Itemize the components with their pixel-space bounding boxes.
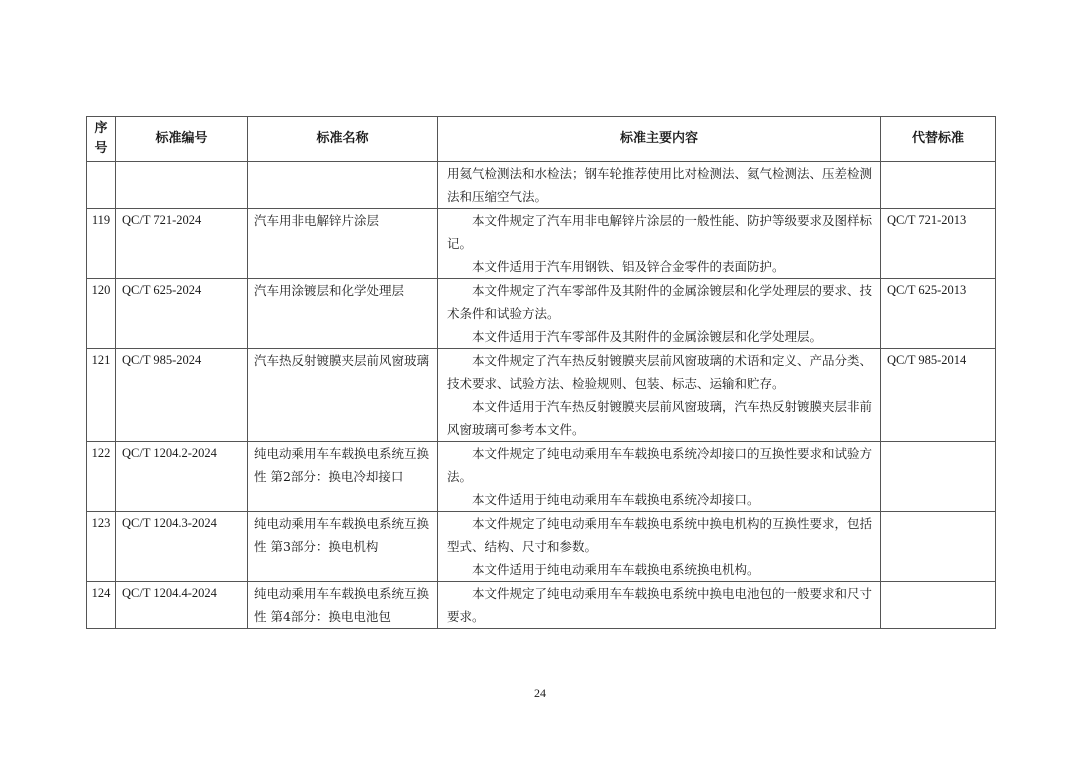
content-paragraph: 本文件适用于汽车热反射镀膜夹层前风窗玻璃，汽车热反射镀膜夹层非前风窗玻璃可参考本文件。	[447, 399, 873, 437]
cell-replace: QC/T 721-2013	[881, 209, 996, 279]
cell-content	[438, 442, 881, 512]
cell-name: 纯电动乘用车车载换电系统互换性 第4部分：换电电池包	[248, 582, 438, 629]
cell-replace: QC/T 985-2014	[881, 349, 996, 442]
header-no: 序号	[87, 117, 116, 162]
cell-name	[248, 162, 438, 209]
table-row	[87, 279, 996, 349]
content-paragraph: 本文件适用于纯电动乘用车车载换电系统换电机构。	[472, 562, 760, 577]
content-paragraph: 本文件规定了汽车用非电解锌片涂层的一般性能、防护等级要求及图样标记。	[447, 213, 873, 251]
cell-no: 122	[87, 442, 116, 512]
cell-no: 121	[87, 349, 116, 442]
cell-content	[438, 162, 881, 209]
cell-name: 汽车用非电解锌片涂层	[248, 209, 438, 279]
cell-name: 纯电动乘用车车载换电系统互换性 第3部分：换电机构	[248, 512, 438, 582]
cell-name: 汽车热反射镀膜夹层前风窗玻璃	[248, 349, 438, 442]
cell-content	[438, 582, 881, 629]
content-paragraph: 用氦气检测法和水检法；钢车轮推荐使用比对检测法、氦气检测法、压差检测法和压缩空气法。	[447, 166, 873, 204]
content-paragraph: 本文件规定了汽车零部件及其附件的金属涂镀层和化学处理层的要求、技术条件和试验方法。	[447, 283, 873, 321]
cell-code	[116, 162, 248, 209]
cell-content	[438, 512, 881, 582]
content-paragraph: 本文件规定了纯电动乘用车车载换电系统中换电机构的互换性要求，包括型式、结构、尺寸和参数。	[447, 516, 873, 554]
header-name: 标准名称	[248, 117, 438, 162]
header-replace: 代替标准	[881, 117, 996, 162]
cell-code: QC/T 625-2024	[116, 279, 248, 349]
content-paragraph: 本文件规定了纯电动乘用车车载换电系统冷却接口的互换性要求和试验方法。	[447, 446, 873, 484]
cell-code: QC/T 1204.3-2024	[116, 512, 248, 582]
page-number: 24	[534, 686, 546, 700]
table-row	[87, 442, 996, 512]
table-row	[87, 349, 996, 442]
cell-no	[87, 162, 116, 209]
cell-code: QC/T 985-2024	[116, 349, 248, 442]
header-code: 标准编号	[116, 117, 248, 162]
cell-replace	[881, 162, 996, 209]
table-header-row	[87, 117, 996, 162]
cell-code: QC/T 721-2024	[116, 209, 248, 279]
cell-content	[438, 209, 881, 279]
table-row	[87, 209, 996, 279]
cell-content	[438, 279, 881, 349]
cell-no: 123	[87, 512, 116, 582]
table-row	[87, 582, 996, 629]
content-paragraph: 本文件规定了纯电动乘用车车载换电系统中换电电池包的一般要求和尺寸要求。	[447, 586, 873, 624]
cell-name: 纯电动乘用车车载换电系统互换性 第2部分：换电冷却接口	[248, 442, 438, 512]
table-row-continued	[87, 162, 996, 209]
cell-replace	[881, 582, 996, 629]
cell-no: 119	[87, 209, 116, 279]
cell-code: QC/T 1204.2-2024	[116, 442, 248, 512]
content-paragraph: 本文件适用于纯电动乘用车车载换电系统冷却接口。	[472, 492, 760, 507]
cell-no: 120	[87, 279, 116, 349]
header-content: 标准主要内容	[438, 117, 881, 162]
cell-content	[438, 349, 881, 442]
cell-no: 124	[87, 582, 116, 629]
cell-name: 汽车用涂镀层和化学处理层	[248, 279, 438, 349]
content-paragraph: 本文件规定了汽车热反射镀膜夹层前风窗玻璃的术语和定义、产品分类、技术要求、试验方法、检验规则、包装、标志、运输和贮存。	[447, 353, 873, 391]
content-paragraph: 本文件适用于汽车用钢铁、铝及锌合金零件的表面防护。	[472, 259, 785, 274]
standards-table	[86, 116, 996, 629]
cell-replace: QC/T 625-2013	[881, 279, 996, 349]
cell-code: QC/T 1204.4-2024	[116, 582, 248, 629]
table-row	[87, 512, 996, 582]
content-paragraph: 本文件适用于汽车零部件及其附件的金属涂镀层和化学处理层。	[472, 329, 823, 344]
cell-replace	[881, 442, 996, 512]
cell-replace	[881, 512, 996, 582]
